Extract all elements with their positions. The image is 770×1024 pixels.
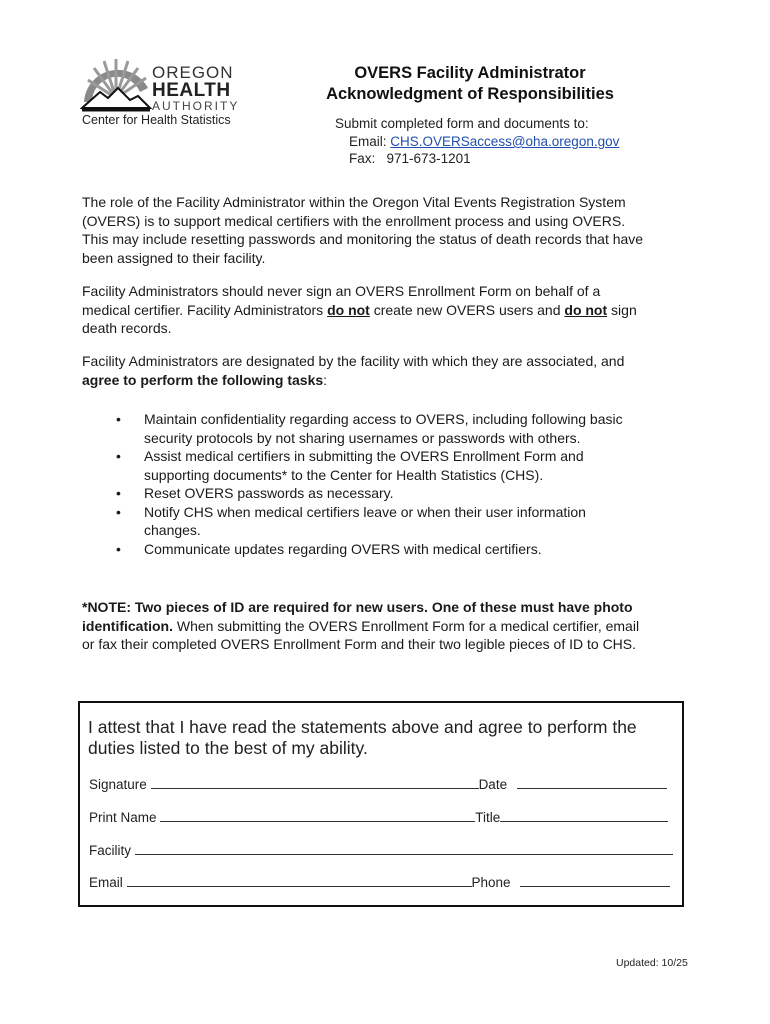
note-text: When submitting the OVERS Enrollment Form for a medical certifier, email or fax their completed OVERS Enrollment Form and their two legible pieces of ID to CHS.: [82, 617, 640, 652]
print-name-label: Print Name: [89, 810, 157, 825]
date-field[interactable]: [517, 776, 667, 789]
logo-center-for-health-statistics: Center for Health Statistics: [82, 113, 231, 127]
phone-label: Phone: [471, 875, 511, 890]
list-item: • Assist medical certifiers in submitting the OVERS Enrollment Form and supporting documents* to the Center for Health Statistics (CHS).: [116, 448, 584, 483]
fax-label: Fax:: [349, 151, 376, 166]
document-title-line2: Acknowledgment of Responsibilities: [326, 85, 614, 103]
email-field[interactable]: [127, 874, 472, 887]
submit-instructions: Submit completed form and documents to:: [335, 116, 589, 131]
signature-date-row: [89, 776, 679, 792]
note-bold-text: *NOTE: Two pieces of ID are required for new users. One of these must have photo identification.: [82, 599, 633, 634]
logo-health-text: HEALTH: [152, 80, 231, 101]
id-note: [82, 598, 642, 654]
signature-field[interactable]: [151, 776, 479, 789]
print-name-field[interactable]: [160, 809, 475, 822]
title-label: Title: [475, 810, 501, 825]
email-phone-row: [89, 874, 679, 890]
sunburst-mountain-icon: [82, 59, 150, 110]
list-item: • Notify CHS when medical certifiers leave or when their user information changes.: [116, 503, 586, 538]
submit-email-row: [349, 134, 619, 149]
date-label: Date: [478, 777, 508, 792]
restrictions-text: Facility Administrators should never sign an OVERS Enrollment Form on behalf of a medical certifier. Facility Administrators do not create new OVERS users and do not sign death records.: [82, 283, 637, 336]
email-link[interactable]: CHS.OVERSaccess@oha.oregon.gov: [390, 134, 620, 149]
facility-row: [89, 842, 679, 858]
role-paragraph: [82, 193, 652, 267]
facility-label: Facility: [89, 843, 132, 858]
submit-fax-row: [349, 151, 471, 166]
updated-date: Updated: 10/25: [616, 957, 688, 969]
printname-title-row: [89, 809, 679, 825]
attest-email-label: Email: [89, 875, 123, 890]
list-item: • Communicate updates regarding OVERS with medical certifiers.: [116, 540, 542, 557]
task-list: [82, 410, 642, 558]
attestation-statement: I attest that I have read the statements above and agree to perform the duties listed to the best of my ability.: [88, 717, 637, 758]
list-item: • Reset OVERS passwords as necessary.: [116, 485, 394, 501]
designation-text: Facility Administrators are designated by the facility with which they are associated, and agree to perform the following tasks:: [82, 353, 625, 388]
fax-number: 971-673-1201: [386, 151, 471, 166]
logo-authority-text: AUTHORITY: [152, 99, 240, 113]
role-text: The role of the Facility Administrator within the Oregon Vital Events Registration System (OVERS) is to support medical certifiers with the enrollment process and using OVERS. This may include resetting passwords and monitoring the status of death records that have been assigned to their facility.: [82, 194, 644, 266]
logo-oregon-text: OREGON: [152, 63, 234, 82]
facility-field[interactable]: [135, 842, 673, 855]
signature-label: Signature: [89, 777, 147, 792]
tasks-emphasis: agree to perform the following tasks: [82, 371, 324, 388]
phone-field[interactable]: [520, 874, 670, 887]
designation-paragraph: [82, 352, 647, 389]
document-title-line1: OVERS Facility Administrator: [354, 64, 586, 82]
list-item: • Maintain confidentiality regarding access to OVERS, including following basic security protocols by not sharing usernames or passwords with others.: [116, 411, 623, 446]
restrictions-paragraph: [82, 282, 642, 338]
do-not-emphasis: do not: [327, 301, 370, 318]
do-not-emphasis: do not: [564, 301, 608, 318]
title-field[interactable]: [500, 809, 668, 822]
email-label: Email:: [349, 134, 387, 149]
